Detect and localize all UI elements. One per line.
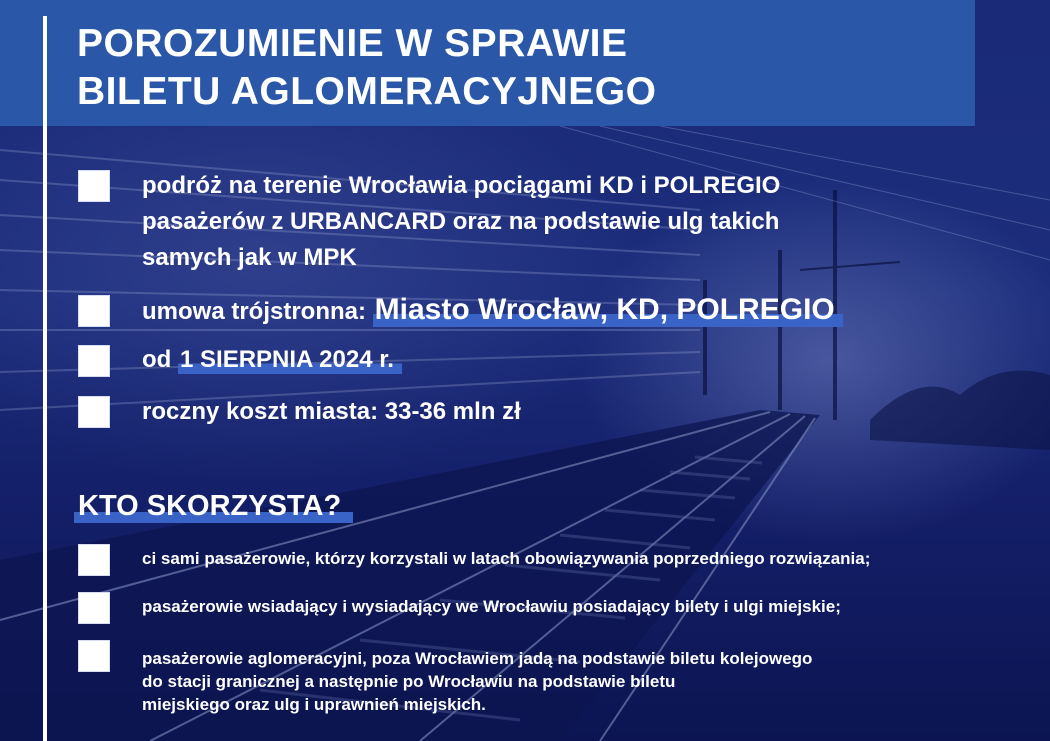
tree-line (870, 371, 1050, 451)
point-2-highlight: Miasto Wrocław, KD, POLREGIO (373, 293, 843, 327)
checkbox-point-3 (78, 345, 110, 377)
point-3 (142, 346, 402, 374)
point-3-highlight: 1 SIERPNIA 2024 r. (178, 346, 402, 374)
point-2-prefix: umowa trójstronna: (142, 298, 373, 325)
checkbox-beneficiary-2 (78, 592, 110, 624)
point-1-line-3: samych jak w MPK (142, 244, 357, 271)
checkbox-point-1 (78, 170, 110, 202)
point-2 (142, 293, 843, 327)
beneficiary-3-line-1: pasażerowie aglomeracyjni, poza Wrocławiem jadą na podstawie biletu kolejowego (142, 649, 813, 668)
beneficiary-2-line-1: pasażerowie wsiadający i wysiadający we Wrocławiu posiadający bilety i ulgi miejskie; (142, 597, 841, 616)
section-heading: KTO SKORZYSTA? (74, 490, 353, 523)
point-1-line-1: podróż na terenie Wrocławia pociągami KD i POLREGIO (142, 172, 781, 199)
checkbox-beneficiary-3 (78, 640, 110, 672)
point-3-prefix: od (142, 346, 178, 373)
left-vertical-rule (43, 16, 47, 741)
checkbox-point-4 (78, 396, 110, 428)
checkbox-point-2 (78, 295, 110, 327)
page-title (77, 20, 656, 116)
point-1-line-2: pasażerów z URBANCARD oraz na podstawie ulg takich (142, 208, 780, 235)
beneficiary-3-line-3: miejskiego oraz ulg i uprawnień miejskich. (142, 695, 486, 714)
beneficiary-3-line-2: do stacji granicznej a następnie po Wrocławiu na podstawie biletu (142, 672, 676, 691)
title-line-2: BILETU AGLOMERACYJNEGO (77, 70, 657, 113)
checkbox-beneficiary-1 (78, 544, 110, 576)
title-line-1: POROZUMIENIE W SPRAWIE (77, 22, 628, 65)
point-4: roczny koszt miasta: 33-36 mln zł (142, 398, 521, 425)
beneficiary-1-line-1: ci sami pasażerowie, którzy korzystali w latach obowiązywania poprzedniego rozwiązania; (142, 549, 871, 568)
